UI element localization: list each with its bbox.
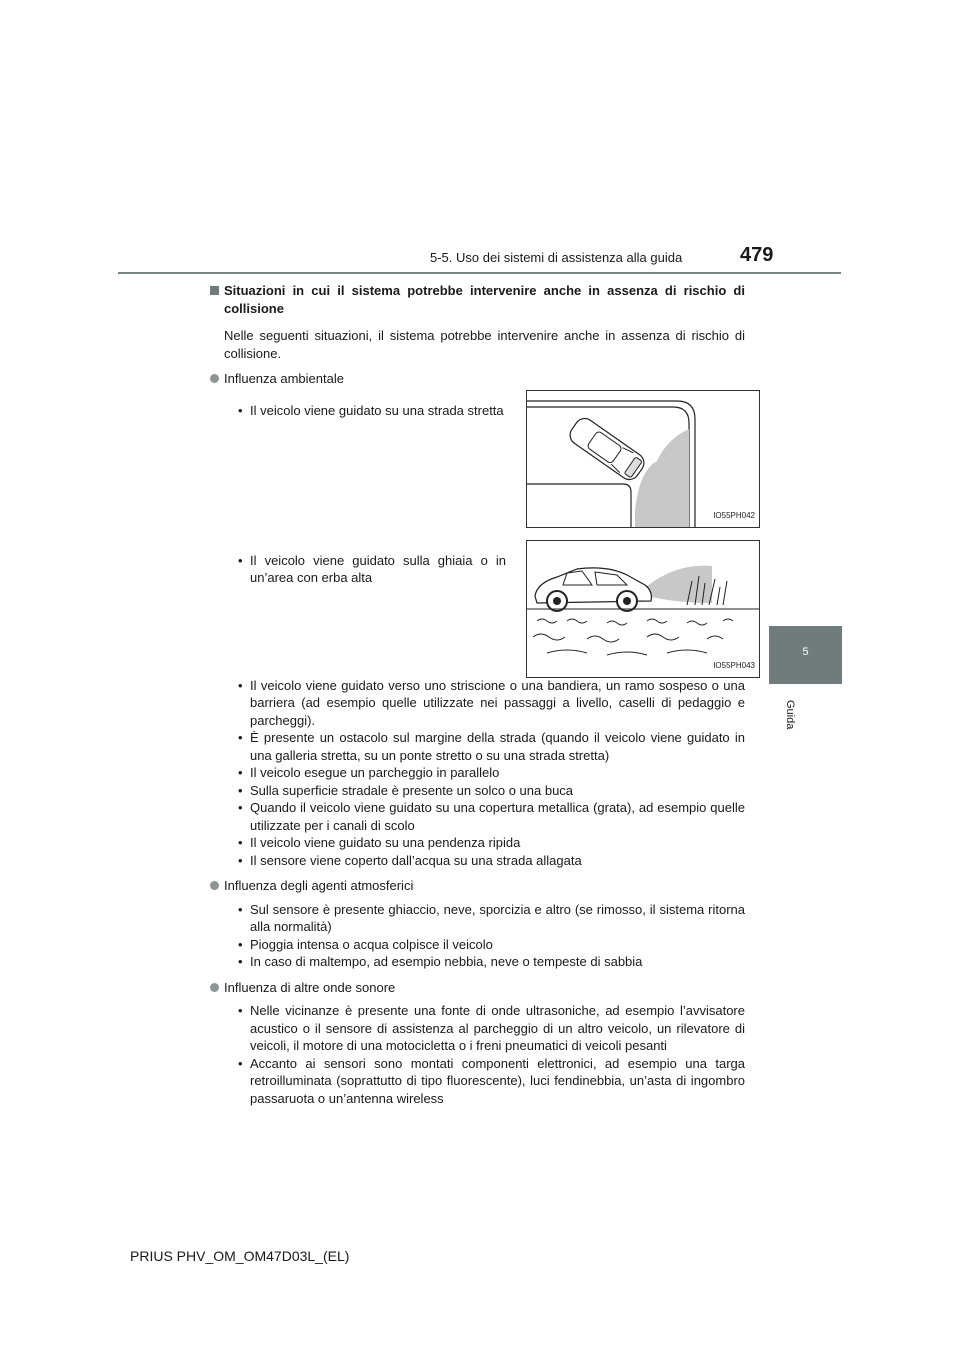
fig1-text-content: Il veicolo viene guidato su una strada stretta (250, 402, 504, 418)
square-bullet-icon (210, 286, 219, 295)
chapter-number: 5 (802, 646, 809, 658)
list-item: • È presente un ostacolo sul margine della strada (quando il veicolo viene guidato in una galleria stretta, su un ponte stretto o su una strada stretta) (238, 730, 745, 763)
list-item: • Il sensore viene coperto dall’acqua su una strada allagata (238, 852, 582, 868)
env-title-text: Influenza ambientale (224, 371, 344, 386)
list-item: • Nelle vicinanze è presente una fonte di onde ultrasoniche, ad esempio l’avvisatore acustico o il sensore di assistenza al parcheggio di un altro veicolo, un rilevatore di veicoli, il motore di una motocicletta o i freni pneumatici di veicoli pesanti (238, 1003, 745, 1053)
circle-bullet-icon (210, 881, 219, 890)
fig2-text: • Il veicolo viene guidato sulla ghiaia o in un’area con erba alta (238, 552, 506, 585)
list-item: • In caso di maltempo, ad esempio nebbia, neve o tempeste di sabbia (238, 954, 643, 969)
sound-title (210, 979, 745, 997)
chapter-label-wrap (774, 700, 814, 740)
weather-items (238, 901, 745, 971)
header-section-title: 5-5. Uso dei sistemi di assistenza alla guida (430, 250, 683, 265)
narrow-road-figure (526, 390, 760, 528)
fig2-code: IO55PH043 (713, 661, 755, 670)
sound-title-text: Influenza di altre onde sonore (224, 979, 396, 995)
list-item: • Quando il veicolo viene guidato su una copertura metallica (grata), ad esempio quelle utilizzate per i canali di scolo (238, 800, 745, 833)
intro-paragraph: Nelle seguenti situazioni, il sistema potrebbe intervenire anche in assenza di rischio di collisione. (224, 328, 745, 361)
page-content (210, 282, 755, 1107)
circle-bullet-icon (210, 983, 219, 992)
sound-items (238, 1002, 745, 1107)
list-item: • Il veicolo viene guidato verso uno striscione o una bandiera, un ramo sospeso o una barriera (ad esempio quelle utilizzate nei passaggi a livello, caselli di pedaggio e parcheggi). (238, 677, 745, 728)
section-heading (210, 282, 745, 317)
figures-block (210, 388, 755, 673)
weather-title (210, 877, 745, 895)
fig1-text: • Il veicolo viene guidato su una strada stretta (238, 402, 506, 420)
list-item: • Sul sensore è presente ghiaccio, neve, sporcizia e altro (se rimosso, il sistema ritorna alla normalità) (238, 901, 745, 934)
header-rule (118, 272, 841, 274)
list-item: • Il veicolo esegue un parcheggio in parallelo (238, 765, 500, 780)
section-heading-text: Situazioni in cui il sistema potrebbe intervenire anche in assenza di rischio di collisione (224, 283, 745, 316)
fig1-code: IO55PH042 (713, 511, 755, 520)
chapter-tab (769, 626, 842, 684)
gravel-grass-figure (526, 540, 760, 678)
footer-code: PRIUS PHV_OM_OM47D03L_(EL) (130, 1248, 350, 1264)
weather-title-text: Influenza degli agenti atmosferici (224, 878, 414, 893)
list-item: • Pioggia intensa o acqua colpisce il veicolo (238, 936, 493, 952)
env-title (210, 370, 745, 388)
list-item: • Accanto ai sensori sono montati componenti elettronici, ad esempio una targa retroilluminata (soprattutto di tipo fluorescente), luci fendinebbia, un’asta di ingombro passaruota o un’antenna wireless (238, 1055, 745, 1106)
list-item: • Sulla superficie stradale è presente un solco o una buca (238, 782, 574, 798)
chapter-label: Guida (784, 700, 796, 730)
fig2-text-content: Il veicolo viene guidato sulla ghiaia o in un’area con erba alta (250, 552, 506, 585)
env-items (238, 677, 745, 870)
list-item: • Il veicolo viene guidato su una pendenza ripida (238, 835, 521, 850)
page-number: 479 (740, 244, 774, 266)
circle-bullet-icon (210, 374, 219, 383)
